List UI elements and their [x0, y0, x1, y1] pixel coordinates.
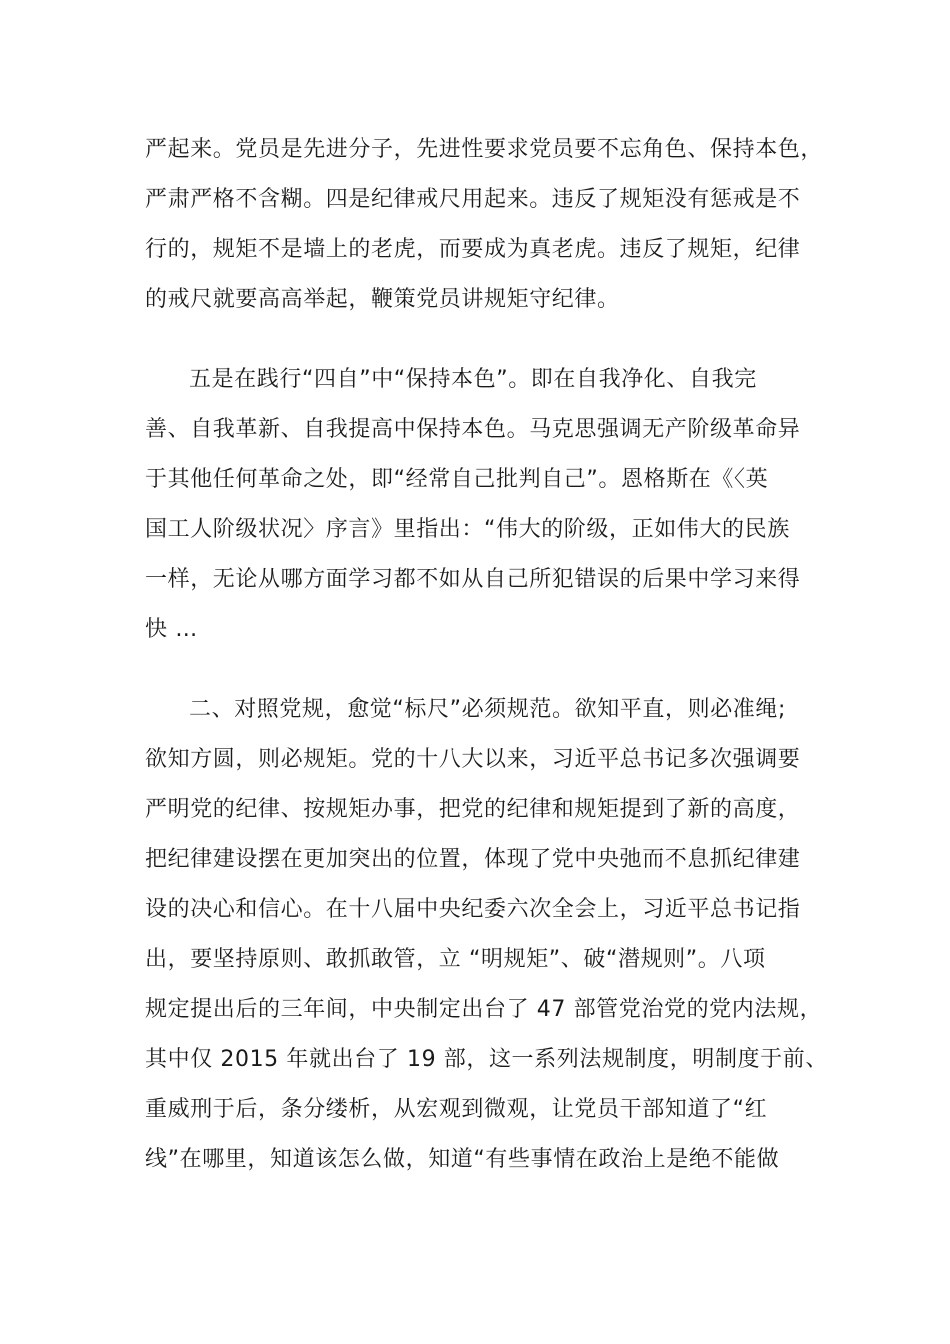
paragraph-3-line-6: 出，要坚持原则、敢抓敢管，立 “明规矩”、破“潜规则”。八项 [145, 947, 766, 972]
paragraph-2-line-5: 一样，无论从哪方面学习都不如从自己所犯错误的后果中学习来得 [145, 567, 801, 592]
paragraph-3-line-3: 严明党的纪律、按规矩办事，把党的纪律和规矩提到了新的高度， [145, 797, 801, 822]
paragraph-1-line-4: 的戒尺就要高高举起，鞭策党员讲规矩守纪律。 [145, 287, 620, 312]
paragraph-3-line-4: 把纪律建设摆在更加突出的位置，体现了党中央弛而不息抓纪律建 [145, 847, 801, 872]
paragraph-3-line-10: 线”在哪里，知道该怎么做，知道“有些事情在政治上是绝不能做 [145, 1147, 780, 1172]
paragraph-1-line-2: 严肃严格不含糊。四是纪律戒尺用起来。违反了规矩没有惩戒是不 [145, 187, 801, 212]
paragraph-3-line-7: 规定提出后的三年间，中央制定出台了 47 部管党治党的党内法规， [145, 997, 823, 1022]
paragraph-3-line-1: 二、对照党规，愈觉“标尺”必须规范。欲知平直，则必准绳; [189, 697, 787, 722]
paragraph-2-line-4: 国工人阶级状况〉序言》里指出：“伟大的阶级，正如伟大的民族 [145, 517, 790, 542]
paragraph-2-line-6: 快 … [145, 617, 198, 642]
paragraph-2-line-1: 五是在践行“四自”中“保持本色”。即在自我净化、自我完 [189, 367, 757, 392]
paragraph-2-line-2: 善、自我革新、自我提高中保持本色。马克思强调无产阶级革命异 [145, 417, 801, 442]
paragraph-2-line-3: 于其他任何革命之处，即“经常自己批判自己”。恩格斯在《〈英 [145, 467, 769, 492]
paragraph-1-line-1: 严起来。党员是先进分子，先进性要求党员要不忘角色、保持本色， [145, 137, 824, 162]
paragraph-1-line-3: 行的，规矩不是墙上的老虎，而要成为真老虎。违反了规矩，纪律 [145, 237, 801, 262]
paragraph-3-line-2: 欲知方圆，则必规矩。党的十八大以来，习近平总书记多次强调要 [145, 747, 801, 772]
paragraph-3-line-9: 重威刑于后，条分缕析，从宏观到微观，让党员干部知道了“红 [145, 1097, 768, 1122]
paragraph-3-line-8: 其中仅 2015 年就出台了 19 部，这一系列法规制度，明制度于前、 [145, 1047, 828, 1072]
paragraph-3-line-5: 设的决心和信心。在十八届中央纪委六次全会上，习近平总书记指 [145, 897, 801, 922]
